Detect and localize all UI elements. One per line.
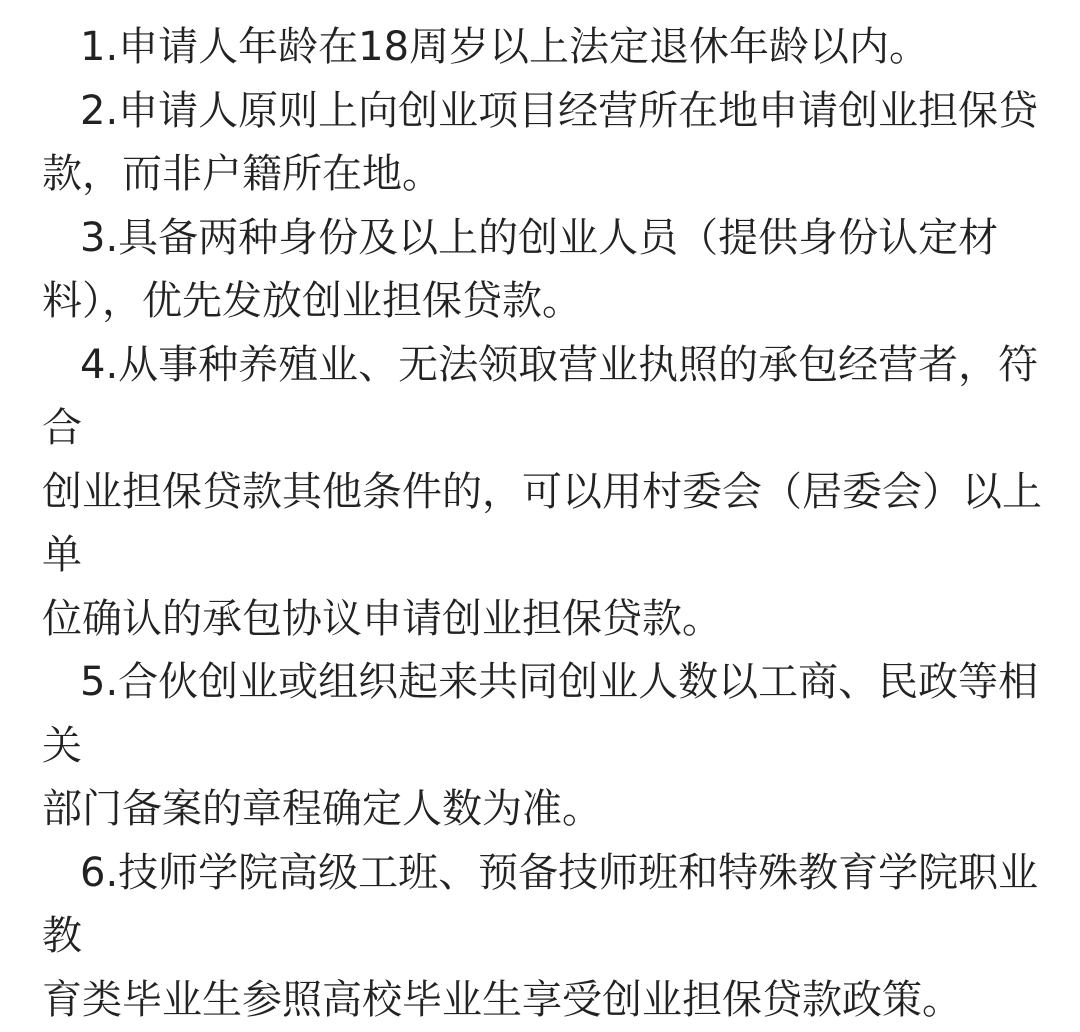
document-body <box>42 16 1042 1032</box>
paragraph-4: 4.从事种养殖业、无法领取营业执照的承包经营者，符合 创业担保贷款其他条件的，可以用村委会（居委会）以上单 位确认的承包协议申请创业担保贷款。 <box>42 334 1042 652</box>
paragraph-3: 3.具备两种身份及以上的创业人员（提供身份认定材 料），优先发放创业担保贷款。 <box>42 207 1042 334</box>
paragraph-2: 2.申请人原则上向创业项目经营所在地申请创业担保贷 款，而非户籍所在地。 <box>42 80 1042 207</box>
paragraph-6: 6.技师学院高级工班、预备技师班和特殊教育学院职业教 育类毕业生参照高校毕业生享受创业担保贷款政策。 <box>42 842 1042 1032</box>
paragraph-1: 1.申请人年龄在18周岁以上法定退休年龄以内。 <box>42 16 1042 80</box>
paragraph-5: 5.合伙创业或组织起来共同创业人数以工商、民政等相关 部门备案的章程确定人数为准。 <box>42 651 1042 842</box>
